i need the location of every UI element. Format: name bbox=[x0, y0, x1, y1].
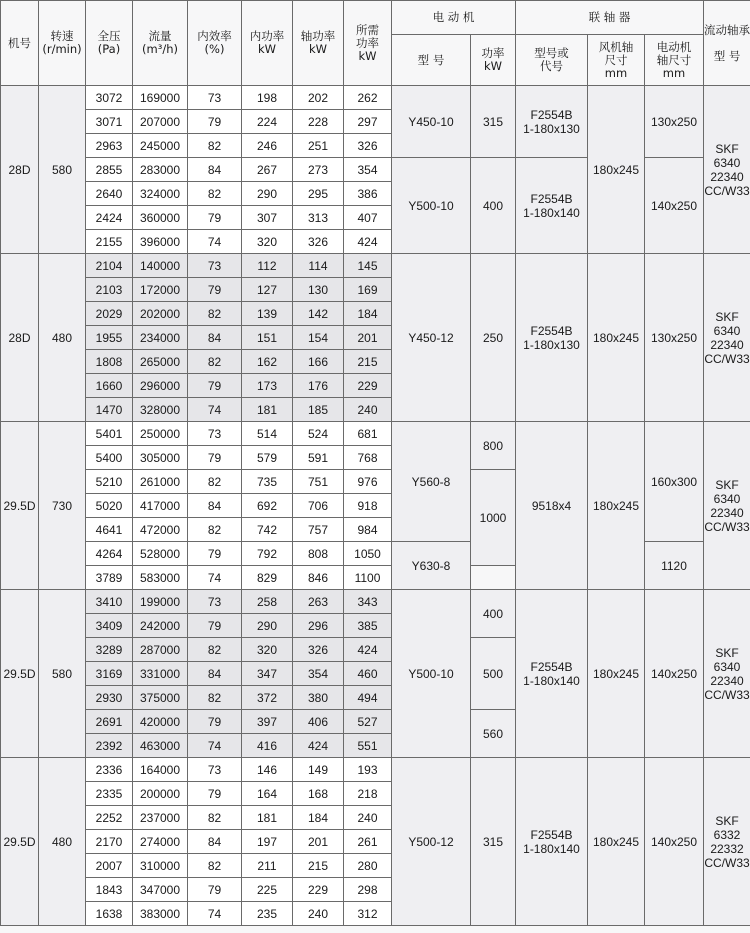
table-row bbox=[1, 86, 750, 110]
fan-shaft-cell: 180x245 bbox=[588, 758, 645, 926]
group-28d-480 bbox=[1, 254, 750, 422]
efficiency-cell: 73 bbox=[188, 254, 242, 278]
pressure-cell: 2104 bbox=[86, 254, 133, 278]
efficiency-cell: 74 bbox=[188, 734, 242, 758]
motor-shaft-cell: 140x250 bbox=[645, 590, 704, 758]
inner-power-cell: 164 bbox=[242, 782, 293, 806]
fan-shaft-cell: 180x245 bbox=[588, 254, 645, 422]
flow-cell: 324000 bbox=[133, 182, 188, 206]
efficiency-cell: 84 bbox=[188, 158, 242, 182]
required-power-cell: 229 bbox=[344, 374, 392, 398]
inner-power-cell: 692 bbox=[242, 494, 293, 518]
required-power-cell: 297 bbox=[344, 110, 392, 134]
inner-power-cell: 224 bbox=[242, 110, 293, 134]
coupling-code-cell: F2554B 1-180x130 bbox=[516, 86, 588, 158]
header-coupling: 联 轴 器 bbox=[516, 1, 704, 35]
inner-power-cell: 211 bbox=[242, 854, 293, 878]
motor-power-cell: 500 bbox=[471, 638, 516, 710]
inner-power-cell: 146 bbox=[242, 758, 293, 782]
required-power-cell: 551 bbox=[344, 734, 392, 758]
efficiency-cell: 79 bbox=[188, 374, 242, 398]
required-power-cell: 312 bbox=[344, 902, 392, 926]
shaft-power-cell: 846 bbox=[293, 566, 344, 590]
shaft-power-cell: 406 bbox=[293, 710, 344, 734]
required-power-cell: 240 bbox=[344, 398, 392, 422]
inner-power-cell: 225 bbox=[242, 878, 293, 902]
pressure-cell: 3289 bbox=[86, 638, 133, 662]
shaft-power-cell: 263 bbox=[293, 590, 344, 614]
pressure-cell: 3789 bbox=[86, 566, 133, 590]
shaft-power-cell: 354 bbox=[293, 662, 344, 686]
pressure-cell: 1638 bbox=[86, 902, 133, 926]
header-model: 机号 bbox=[1, 1, 39, 86]
efficiency-cell: 74 bbox=[188, 398, 242, 422]
efficiency-cell: 79 bbox=[188, 614, 242, 638]
efficiency-cell: 82 bbox=[188, 854, 242, 878]
required-power-cell: 527 bbox=[344, 710, 392, 734]
pressure-cell: 1660 bbox=[86, 374, 133, 398]
required-power-cell: 918 bbox=[344, 494, 392, 518]
pressure-cell: 1470 bbox=[86, 398, 133, 422]
model-cell: 28D bbox=[1, 86, 39, 254]
efficiency-cell: 79 bbox=[188, 710, 242, 734]
shaft-power-cell: 273 bbox=[293, 158, 344, 182]
flow-cell: 375000 bbox=[133, 686, 188, 710]
shaft-power-cell: 228 bbox=[293, 110, 344, 134]
motor-type-cell: Y500-12 bbox=[392, 758, 471, 926]
required-power-cell: 262 bbox=[344, 86, 392, 110]
shaft-power-cell: 114 bbox=[293, 254, 344, 278]
inner-power-cell: 198 bbox=[242, 86, 293, 110]
flow-cell: 265000 bbox=[133, 350, 188, 374]
shaft-power-cell: 808 bbox=[293, 542, 344, 566]
pressure-cell: 3169 bbox=[86, 662, 133, 686]
pressure-cell: 2335 bbox=[86, 782, 133, 806]
shaft-power-cell: 296 bbox=[293, 614, 344, 638]
flow-cell: 202000 bbox=[133, 302, 188, 326]
shaft-power-cell: 130 bbox=[293, 278, 344, 302]
shaft-power-cell: 757 bbox=[293, 518, 344, 542]
inner-power-cell: 258 bbox=[242, 590, 293, 614]
inner-power-cell: 742 bbox=[242, 518, 293, 542]
group-29-5d-580 bbox=[1, 590, 750, 758]
required-power-cell: 984 bbox=[344, 518, 392, 542]
shaft-power-cell: 380 bbox=[293, 686, 344, 710]
required-power-cell: 343 bbox=[344, 590, 392, 614]
required-power-cell: 280 bbox=[344, 854, 392, 878]
inner-power-cell: 127 bbox=[242, 278, 293, 302]
required-power-cell: 201 bbox=[344, 326, 392, 350]
efficiency-cell: 82 bbox=[188, 638, 242, 662]
efficiency-cell: 74 bbox=[188, 902, 242, 926]
motor-power-cell: 315 bbox=[471, 758, 516, 926]
required-power-cell: 460 bbox=[344, 662, 392, 686]
inner-power-cell: 151 bbox=[242, 326, 293, 350]
motor-shaft-cell: 140x250 bbox=[645, 158, 704, 254]
shaft-power-cell: 176 bbox=[293, 374, 344, 398]
coupling-code-cell: 9518x4 bbox=[516, 422, 588, 590]
shaft-power-cell: 154 bbox=[293, 326, 344, 350]
required-power-cell: 385 bbox=[344, 614, 392, 638]
header-required-power: 所需 功率 kW bbox=[344, 1, 392, 86]
header-pressure: 全压 (Pa) bbox=[86, 1, 133, 86]
shaft-power-cell: 185 bbox=[293, 398, 344, 422]
speed-cell: 580 bbox=[39, 86, 86, 254]
flow-cell: 234000 bbox=[133, 326, 188, 350]
pressure-cell: 5020 bbox=[86, 494, 133, 518]
flow-cell: 360000 bbox=[133, 206, 188, 230]
pressure-cell: 5210 bbox=[86, 470, 133, 494]
inner-power-cell: 181 bbox=[242, 398, 293, 422]
motor-type-cell: Y560-8 bbox=[392, 422, 471, 542]
required-power-cell: 424 bbox=[344, 638, 392, 662]
motor-type-cell: Y500-10 bbox=[392, 158, 471, 254]
pressure-cell: 2103 bbox=[86, 278, 133, 302]
motor-power-cell: 1000 bbox=[471, 470, 516, 566]
required-power-cell: 386 bbox=[344, 182, 392, 206]
header-flow: 流量 (m³/h) bbox=[133, 1, 188, 86]
shaft-power-cell: 142 bbox=[293, 302, 344, 326]
shaft-power-cell: 424 bbox=[293, 734, 344, 758]
flow-cell: 328000 bbox=[133, 398, 188, 422]
header-inner-power: 内功率 kW bbox=[242, 1, 293, 86]
table-row bbox=[1, 758, 750, 782]
motor-shaft-cell: 130x250 bbox=[645, 254, 704, 422]
table-row bbox=[1, 590, 750, 614]
pressure-cell: 2155 bbox=[86, 230, 133, 254]
efficiency-cell: 84 bbox=[188, 326, 242, 350]
header-bearing: 流动轴承 型 号 bbox=[704, 1, 750, 86]
required-power-cell: 218 bbox=[344, 782, 392, 806]
flow-cell: 245000 bbox=[133, 134, 188, 158]
motor-power-cell: 400 bbox=[471, 590, 516, 638]
required-power-cell: 193 bbox=[344, 758, 392, 782]
speed-cell: 480 bbox=[39, 758, 86, 926]
required-power-cell: 261 bbox=[344, 830, 392, 854]
coupling-code-cell: F2554B 1-180x140 bbox=[516, 590, 588, 758]
pressure-cell: 2252 bbox=[86, 806, 133, 830]
speed-cell: 730 bbox=[39, 422, 86, 590]
group-29-5d-730 bbox=[1, 422, 750, 590]
inner-power-cell: 347 bbox=[242, 662, 293, 686]
motor-shaft-cell: 130x250 bbox=[645, 86, 704, 158]
speed-cell: 580 bbox=[39, 590, 86, 758]
inner-power-cell: 139 bbox=[242, 302, 293, 326]
required-power-cell: 298 bbox=[344, 878, 392, 902]
bearing-cell: SKF 6340 22340 CC/W33 bbox=[704, 590, 750, 758]
flow-cell: 287000 bbox=[133, 638, 188, 662]
shaft-power-cell: 166 bbox=[293, 350, 344, 374]
inner-power-cell: 372 bbox=[242, 686, 293, 710]
shaft-power-cell: 215 bbox=[293, 854, 344, 878]
pressure-cell: 2930 bbox=[86, 686, 133, 710]
required-power-cell: 354 bbox=[344, 158, 392, 182]
pressure-cell: 1843 bbox=[86, 878, 133, 902]
bearing-cell: SKF 6340 22340 CC/W33 bbox=[704, 254, 750, 422]
pressure-cell: 5400 bbox=[86, 446, 133, 470]
efficiency-cell: 73 bbox=[188, 590, 242, 614]
table-row bbox=[1, 254, 750, 278]
shaft-power-cell: 202 bbox=[293, 86, 344, 110]
flow-cell: 463000 bbox=[133, 734, 188, 758]
shaft-power-cell: 240 bbox=[293, 902, 344, 926]
bearing-cell: SKF 6340 22340 CC/W33 bbox=[704, 422, 750, 590]
efficiency-cell: 79 bbox=[188, 110, 242, 134]
flow-cell: 261000 bbox=[133, 470, 188, 494]
model-cell: 29.5D bbox=[1, 758, 39, 926]
efficiency-cell: 73 bbox=[188, 758, 242, 782]
bearing-cell: SKF 6332 22332 CC/W33 bbox=[704, 758, 750, 926]
inner-power-cell: 579 bbox=[242, 446, 293, 470]
inner-power-cell: 235 bbox=[242, 902, 293, 926]
flow-cell: 172000 bbox=[133, 278, 188, 302]
flow-cell: 169000 bbox=[133, 86, 188, 110]
required-power-cell: 494 bbox=[344, 686, 392, 710]
speed-cell: 480 bbox=[39, 254, 86, 422]
shaft-power-cell: 295 bbox=[293, 182, 344, 206]
flow-cell: 310000 bbox=[133, 854, 188, 878]
table-row bbox=[1, 422, 750, 446]
flow-cell: 472000 bbox=[133, 518, 188, 542]
efficiency-cell: 79 bbox=[188, 878, 242, 902]
inner-power-cell: 173 bbox=[242, 374, 293, 398]
inner-power-cell: 197 bbox=[242, 830, 293, 854]
header-shaft-power: 轴功率 kW bbox=[293, 1, 344, 86]
inner-power-cell: 416 bbox=[242, 734, 293, 758]
efficiency-cell: 82 bbox=[188, 518, 242, 542]
pressure-cell: 2855 bbox=[86, 158, 133, 182]
required-power-cell: 407 bbox=[344, 206, 392, 230]
efficiency-cell: 73 bbox=[188, 86, 242, 110]
inner-power-cell: 397 bbox=[242, 710, 293, 734]
efficiency-cell: 82 bbox=[188, 350, 242, 374]
header-motor-power: 功率 kW bbox=[471, 35, 516, 86]
inner-power-cell: 735 bbox=[242, 470, 293, 494]
inner-power-cell: 162 bbox=[242, 350, 293, 374]
inner-power-cell: 290 bbox=[242, 614, 293, 638]
flow-cell: 417000 bbox=[133, 494, 188, 518]
efficiency-cell: 82 bbox=[188, 134, 242, 158]
flow-cell: 237000 bbox=[133, 806, 188, 830]
pressure-cell: 2170 bbox=[86, 830, 133, 854]
header-efficiency: 内效率 (%) bbox=[188, 1, 242, 86]
header-speed: 转速 (r/min) bbox=[39, 1, 86, 86]
pressure-cell: 2007 bbox=[86, 854, 133, 878]
flow-cell: 347000 bbox=[133, 878, 188, 902]
shaft-power-cell: 524 bbox=[293, 422, 344, 446]
pressure-cell: 3072 bbox=[86, 86, 133, 110]
pressure-cell: 1955 bbox=[86, 326, 133, 350]
header-coupling-code: 型号或 代号 bbox=[516, 35, 588, 86]
efficiency-cell: 74 bbox=[188, 230, 242, 254]
inner-power-cell: 320 bbox=[242, 230, 293, 254]
pressure-cell: 2029 bbox=[86, 302, 133, 326]
coupling-code-cell: F2554B 1-180x140 bbox=[516, 758, 588, 926]
efficiency-cell: 79 bbox=[188, 782, 242, 806]
coupling-code-cell: F2554B 1-180x130 bbox=[516, 254, 588, 422]
shaft-power-cell: 591 bbox=[293, 446, 344, 470]
inner-power-cell: 246 bbox=[242, 134, 293, 158]
efficiency-cell: 74 bbox=[188, 566, 242, 590]
model-cell: 29.5D bbox=[1, 422, 39, 590]
efficiency-cell: 84 bbox=[188, 830, 242, 854]
shaft-power-cell: 251 bbox=[293, 134, 344, 158]
efficiency-cell: 82 bbox=[188, 182, 242, 206]
pressure-cell: 2392 bbox=[86, 734, 133, 758]
bearing-cell: SKF 6340 22340 CC/W33 bbox=[704, 86, 750, 254]
shaft-power-cell: 201 bbox=[293, 830, 344, 854]
pressure-cell: 2424 bbox=[86, 206, 133, 230]
flow-cell: 207000 bbox=[133, 110, 188, 134]
group-29-5d-480 bbox=[1, 758, 750, 926]
required-power-cell: 240 bbox=[344, 806, 392, 830]
motor-type-cell: Y450-12 bbox=[392, 254, 471, 422]
shaft-power-cell: 149 bbox=[293, 758, 344, 782]
inner-power-cell: 181 bbox=[242, 806, 293, 830]
flow-cell: 331000 bbox=[133, 662, 188, 686]
flow-cell: 528000 bbox=[133, 542, 188, 566]
efficiency-cell: 79 bbox=[188, 206, 242, 230]
required-power-cell: 326 bbox=[344, 134, 392, 158]
inner-power-cell: 792 bbox=[242, 542, 293, 566]
required-power-cell: 768 bbox=[344, 446, 392, 470]
motor-type-cell: Y450-10 bbox=[392, 86, 471, 158]
shaft-power-cell: 326 bbox=[293, 230, 344, 254]
header-motor-shaft: 电动机 轴尺寸 mm bbox=[645, 35, 704, 86]
shaft-power-cell: 168 bbox=[293, 782, 344, 806]
inner-power-cell: 514 bbox=[242, 422, 293, 446]
pressure-cell: 2336 bbox=[86, 758, 133, 782]
pressure-cell: 3409 bbox=[86, 614, 133, 638]
efficiency-cell: 82 bbox=[188, 470, 242, 494]
inner-power-cell: 829 bbox=[242, 566, 293, 590]
pressure-cell: 2691 bbox=[86, 710, 133, 734]
flow-cell: 199000 bbox=[133, 590, 188, 614]
flow-cell: 140000 bbox=[133, 254, 188, 278]
header-fan-shaft: 风机轴 尺寸 mm bbox=[588, 35, 645, 86]
required-power-cell: 145 bbox=[344, 254, 392, 278]
required-power-cell: 169 bbox=[344, 278, 392, 302]
motor-power-cell: 315 bbox=[471, 86, 516, 158]
model-cell: 28D bbox=[1, 254, 39, 422]
motor-shaft-cell: 140x250 bbox=[645, 758, 704, 926]
motor-type-cell: Y500-10 bbox=[392, 590, 471, 758]
pressure-cell: 3410 bbox=[86, 590, 133, 614]
motor-shaft-cell: 160x300 bbox=[645, 422, 704, 542]
flow-cell: 583000 bbox=[133, 566, 188, 590]
pressure-cell: 4264 bbox=[86, 542, 133, 566]
pressure-cell: 2640 bbox=[86, 182, 133, 206]
required-power-cell: 976 bbox=[344, 470, 392, 494]
flow-cell: 242000 bbox=[133, 614, 188, 638]
motor-power-cell: 1120 bbox=[645, 542, 704, 590]
pressure-cell: 3071 bbox=[86, 110, 133, 134]
inner-power-cell: 320 bbox=[242, 638, 293, 662]
pressure-cell: 4641 bbox=[86, 518, 133, 542]
motor-power-cell: 400 bbox=[471, 158, 516, 254]
efficiency-cell: 82 bbox=[188, 806, 242, 830]
inner-power-cell: 267 bbox=[242, 158, 293, 182]
motor-power-cell: 560 bbox=[471, 710, 516, 758]
fan-shaft-cell: 180x245 bbox=[588, 86, 645, 254]
header-motor-type: 型 号 bbox=[392, 35, 471, 86]
flow-cell: 250000 bbox=[133, 422, 188, 446]
efficiency-cell: 82 bbox=[188, 302, 242, 326]
motor-power-cell: 250 bbox=[471, 254, 516, 422]
efficiency-cell: 82 bbox=[188, 686, 242, 710]
coupling-code-cell: F2554B 1-180x140 bbox=[516, 158, 588, 254]
inner-power-cell: 290 bbox=[242, 182, 293, 206]
efficiency-cell: 84 bbox=[188, 494, 242, 518]
flow-cell: 164000 bbox=[133, 758, 188, 782]
header-motor: 电 动 机 bbox=[392, 1, 516, 35]
flow-cell: 305000 bbox=[133, 446, 188, 470]
shaft-power-cell: 229 bbox=[293, 878, 344, 902]
required-power-cell: 215 bbox=[344, 350, 392, 374]
flow-cell: 274000 bbox=[133, 830, 188, 854]
required-power-cell: 681 bbox=[344, 422, 392, 446]
efficiency-cell: 79 bbox=[188, 542, 242, 566]
flow-cell: 200000 bbox=[133, 782, 188, 806]
shaft-power-cell: 751 bbox=[293, 470, 344, 494]
efficiency-cell: 73 bbox=[188, 422, 242, 446]
required-power-cell: 1050 bbox=[344, 542, 392, 566]
inner-power-cell: 307 bbox=[242, 206, 293, 230]
required-power-cell: 1100 bbox=[344, 566, 392, 590]
fan-shaft-cell: 180x245 bbox=[588, 422, 645, 590]
flow-cell: 383000 bbox=[133, 902, 188, 926]
group-28d-580 bbox=[1, 86, 750, 254]
shaft-power-cell: 326 bbox=[293, 638, 344, 662]
flow-cell: 283000 bbox=[133, 158, 188, 182]
efficiency-cell: 79 bbox=[188, 446, 242, 470]
pressure-cell: 5401 bbox=[86, 422, 133, 446]
motor-type-cell: Y630-8 bbox=[392, 542, 471, 590]
pressure-cell: 1808 bbox=[86, 350, 133, 374]
required-power-cell: 184 bbox=[344, 302, 392, 326]
pressure-cell: 2963 bbox=[86, 134, 133, 158]
efficiency-cell: 79 bbox=[188, 278, 242, 302]
flow-cell: 396000 bbox=[133, 230, 188, 254]
inner-power-cell: 112 bbox=[242, 254, 293, 278]
shaft-power-cell: 706 bbox=[293, 494, 344, 518]
shaft-power-cell: 184 bbox=[293, 806, 344, 830]
flow-cell: 420000 bbox=[133, 710, 188, 734]
model-cell: 29.5D bbox=[1, 590, 39, 758]
efficiency-cell: 84 bbox=[188, 662, 242, 686]
required-power-cell: 424 bbox=[344, 230, 392, 254]
fan-shaft-cell: 180x245 bbox=[588, 590, 645, 758]
shaft-power-cell: 313 bbox=[293, 206, 344, 230]
motor-power-cell: 800 bbox=[471, 422, 516, 470]
flow-cell: 296000 bbox=[133, 374, 188, 398]
